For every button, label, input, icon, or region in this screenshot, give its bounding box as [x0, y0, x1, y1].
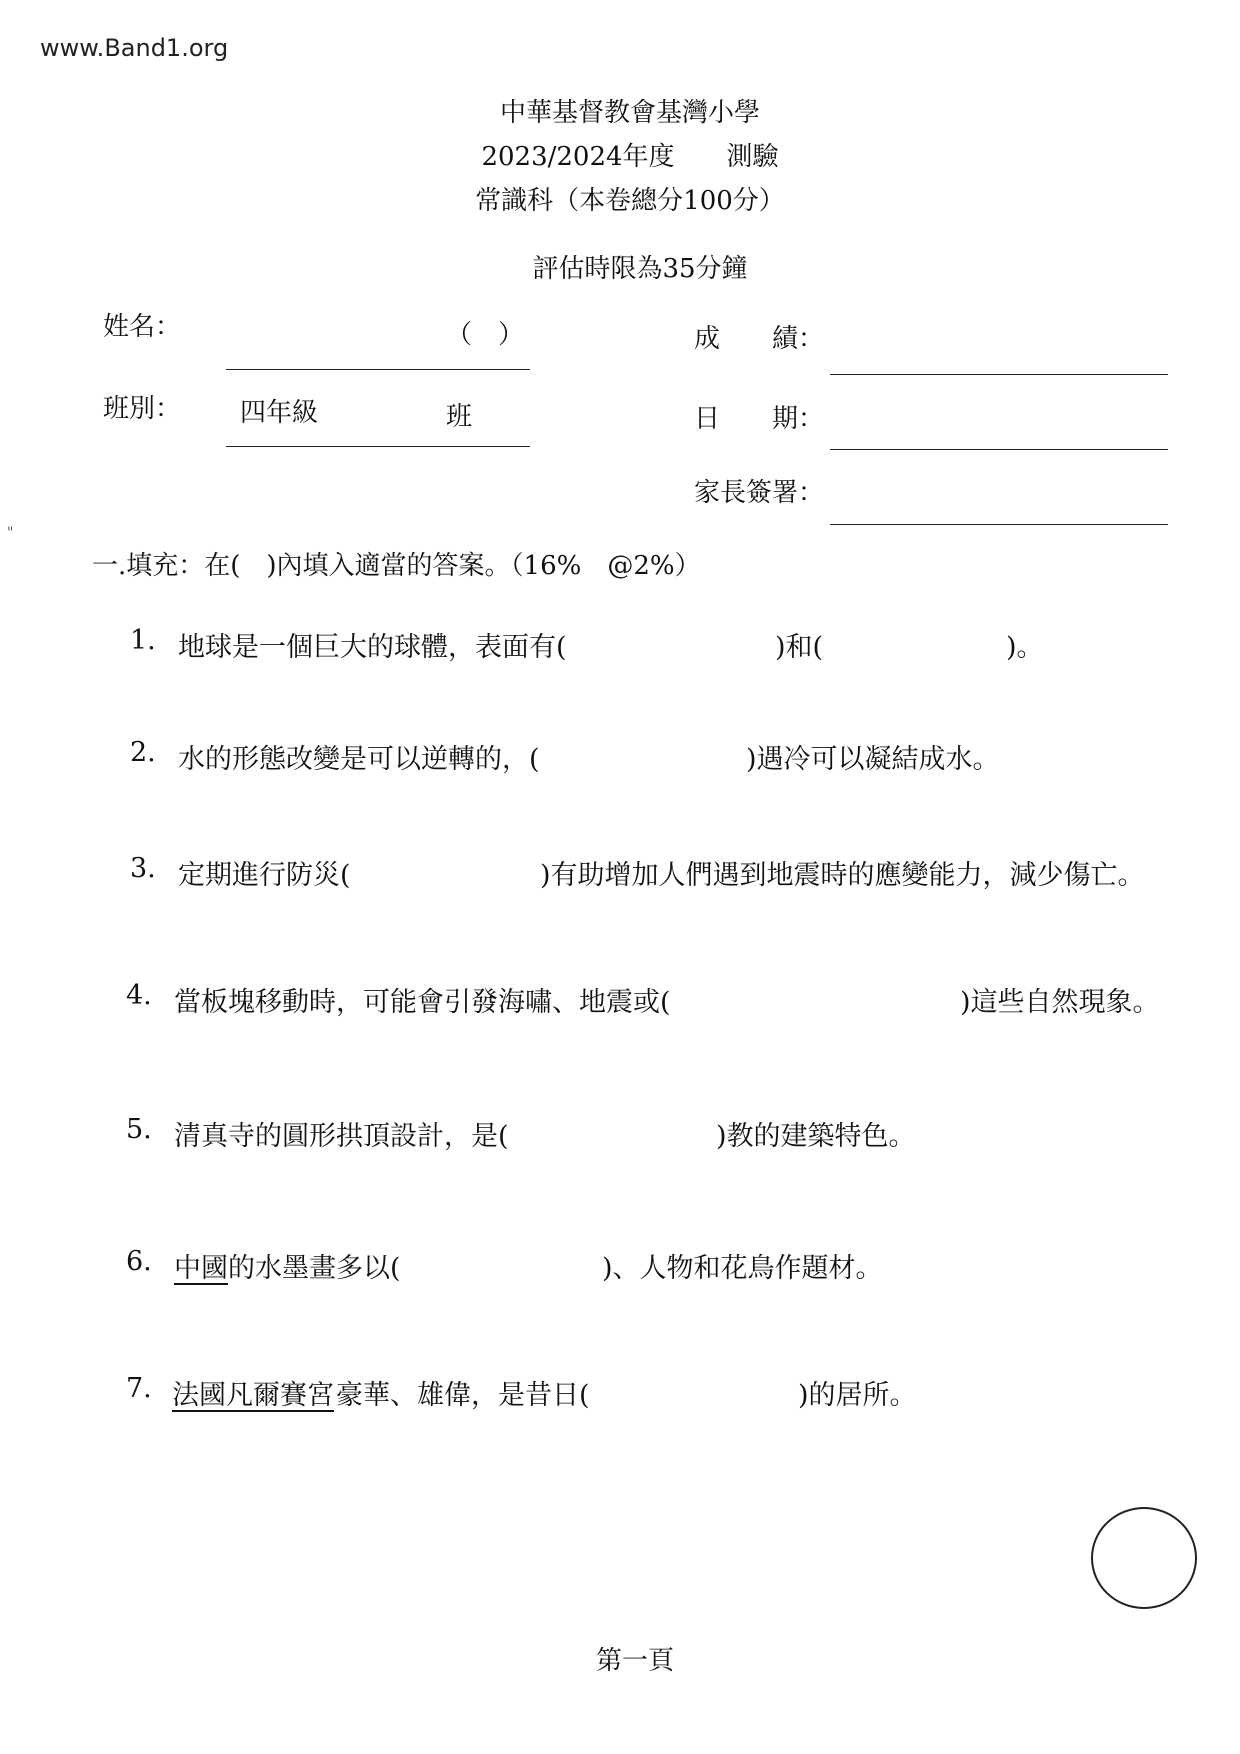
score-circle[interactable] — [1091, 1507, 1197, 1609]
question-number: 1. — [130, 625, 156, 656]
question-text: 的水墨畫多以( — [228, 1253, 401, 1284]
score-label: 成 績： — [694, 324, 825, 354]
question-text: 當板塊移動時，可能會引發海嘯、地震或( — [174, 987, 671, 1018]
question-text: 水的形態改變是可以逆轉的，( — [178, 744, 540, 775]
question-number: 3. — [130, 853, 156, 884]
question-text: 定期進行防災( — [178, 860, 351, 891]
proper-noun-underlined: 法國凡爾賽宮 — [172, 1380, 334, 1411]
time-limit: 評估時限為35分鐘 — [532, 254, 748, 284]
question-text: )、人物和花鳥作題材。 — [602, 1253, 883, 1284]
parent-signature-line[interactable] — [830, 524, 1168, 525]
question-number: 6. — [126, 1246, 152, 1277]
class-line[interactable] — [226, 446, 530, 447]
exam-year: 2023/2024年度 測驗 — [481, 142, 779, 172]
class-grade: 四年級 — [240, 398, 319, 428]
question-text: )。 — [1006, 632, 1044, 663]
class-suffix: 班 — [446, 402, 473, 432]
question-text: )這些自然現象。 — [960, 987, 1160, 1018]
question-text: )的居所。 — [798, 1380, 917, 1411]
question-number: 5. — [126, 1114, 152, 1145]
date-label: 日 期： — [694, 404, 825, 434]
class-label: 班別： — [103, 394, 182, 424]
question-text: 豪華、雄偉，是昔日( — [336, 1380, 590, 1411]
date-line[interactable] — [830, 449, 1168, 450]
question-text: 地球是一個巨大的球體，表面有( — [178, 632, 567, 663]
class-number-brackets: （ ） — [446, 320, 525, 350]
question-number: 7. — [126, 1373, 152, 1404]
question-text: )遇冷可以凝結成水。 — [746, 744, 1000, 775]
parent-signature-label: 家長簽署： — [694, 478, 825, 508]
question-number: 2. — [130, 737, 156, 768]
question-text: )和( — [775, 632, 824, 663]
question-text: 清真寺的圓形拱頂設計，是( — [174, 1121, 509, 1152]
name-label: 姓名： — [103, 312, 182, 342]
score-line[interactable] — [830, 374, 1168, 375]
stray-mark: " — [7, 525, 14, 541]
question-number: 4. — [126, 980, 152, 1011]
section-1-title: 一.填充：在( )內填入適當的答案。（16% @2%） — [92, 551, 701, 581]
proper-noun-underlined: 中國 — [174, 1253, 228, 1284]
page-number: 第一頁 — [595, 1646, 674, 1676]
question-text: )教的建築特色。 — [716, 1121, 916, 1152]
name-line[interactable] — [226, 369, 530, 370]
school-name: 中華基督教會基灣小學 — [499, 98, 760, 128]
watermark: www.Band1.org — [40, 34, 229, 62]
question-text: )有助增加人們遇到地震時的應變能力，減少傷亡。 — [540, 860, 1145, 891]
subject-title: 常識科（本卷總分100分） — [475, 186, 785, 216]
